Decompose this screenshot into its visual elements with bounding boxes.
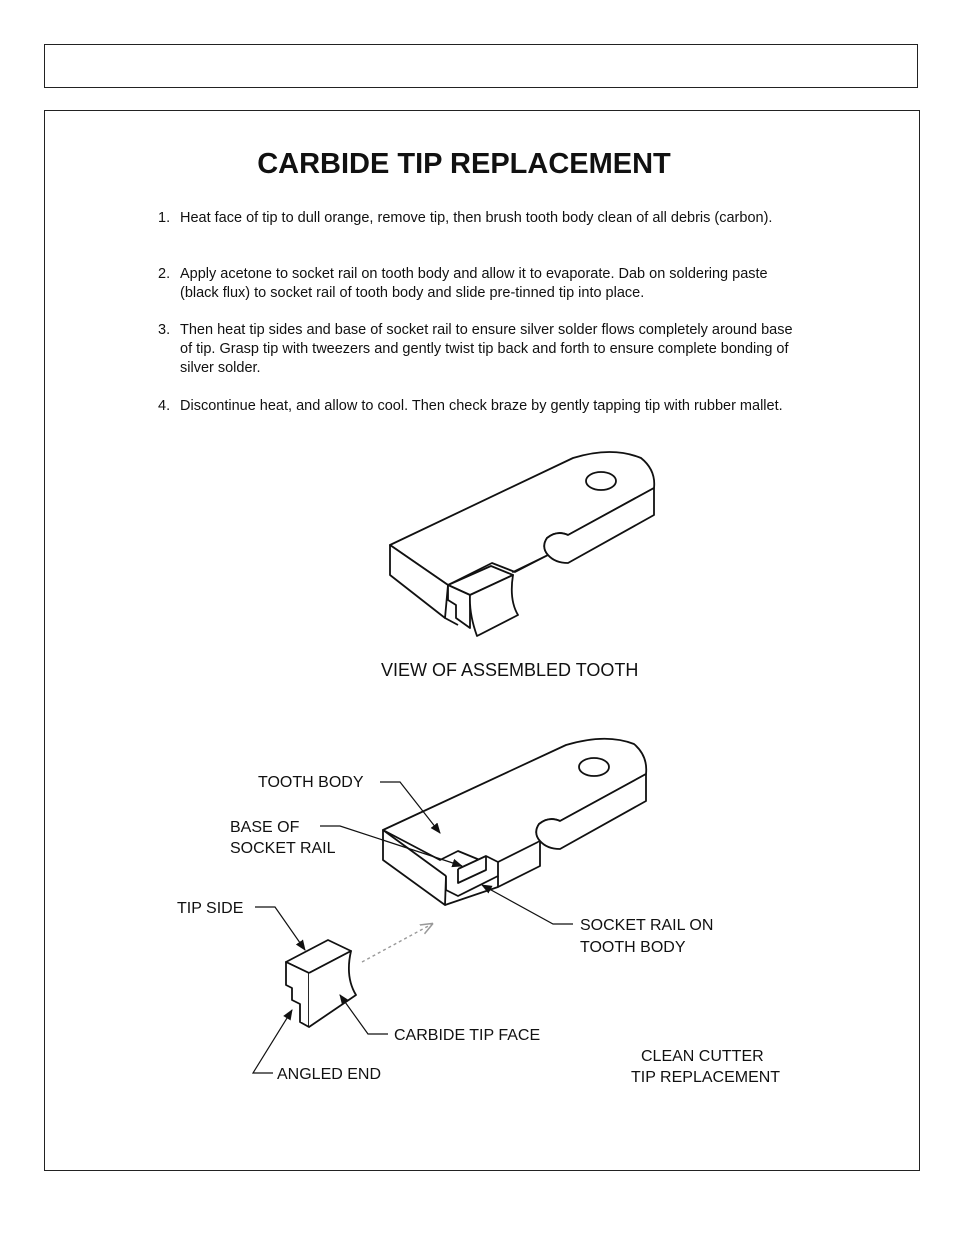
label-socket-rail: SOCKET RAIL — [230, 840, 336, 857]
assembled-tooth-drawing — [390, 452, 654, 636]
step-number: 3. — [158, 322, 171, 338]
step-number: 2. — [158, 266, 171, 282]
insertion-arrow — [362, 924, 432, 962]
step-text: Discontinue heat, and allow to cool. Then check braze by gently tapping tip with rubber mallet. — [180, 398, 783, 414]
step-text: Apply acetone to socket rail on tooth body and allow it to evaporate. Dab on soldering paste (black flux) to socket rail of tooth body and slide pre-tinned tip into place. — [180, 266, 768, 301]
tooth-body-drawing — [383, 739, 646, 905]
label-socket-rail-on: SOCKET RAIL ON — [580, 917, 714, 934]
footer-line-1: CLEAN CUTTER — [641, 1048, 764, 1065]
step-number: 4. — [158, 398, 171, 414]
label-angled-end: ANGLED END — [277, 1066, 382, 1083]
step-text: Then heat tip sides and base of socket rail to ensure silver solder flows completely around base of tip. Grasp tip with tweezers and gently twist tip back and forth to ensure complete bonding of silver solder. — [180, 322, 793, 376]
label-base-of: BASE OF — [230, 819, 300, 836]
mount-hole — [586, 472, 616, 490]
carbide-tip-drawing — [286, 940, 356, 1027]
label-tooth-body-2: TOOTH BODY — [580, 939, 686, 956]
assembled-caption: VIEW OF ASSEMBLED TOOTH — [381, 660, 639, 680]
footer-line-2: TIP REPLACEMENT — [631, 1069, 781, 1086]
mount-hole — [579, 758, 609, 776]
page-title: CARBIDE TIP REPLACEMENT — [257, 148, 671, 180]
step-number: 1. — [158, 210, 171, 226]
step-text: Heat face of tip to dull orange, remove tip, then brush tooth body clean of all debris (carbon). — [180, 210, 773, 226]
label-tip-side: TIP SIDE — [177, 900, 244, 917]
label-tooth-body: TOOTH BODY — [258, 774, 364, 791]
label-carbide-tip-face: CARBIDE TIP FACE — [394, 1027, 541, 1044]
